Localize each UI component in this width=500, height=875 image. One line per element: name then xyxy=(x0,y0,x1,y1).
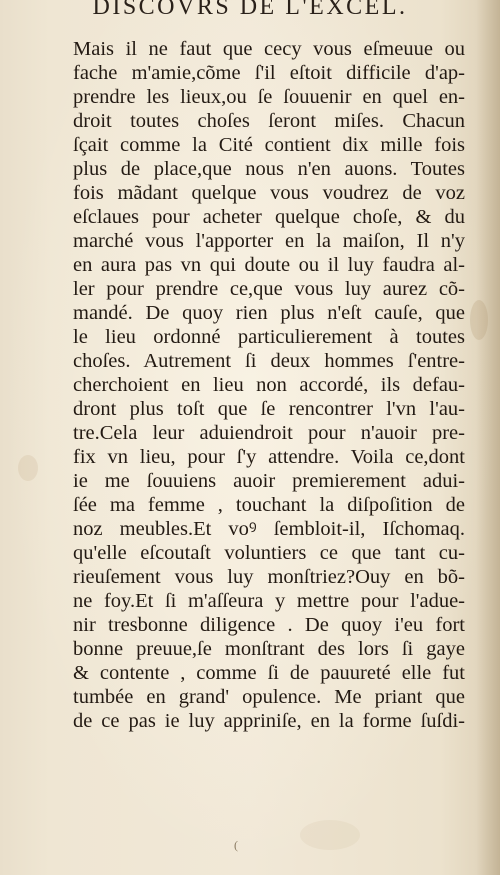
text-line: qu'elle eſcoutaſt voluntiers ce que tant cu- xyxy=(73,542,465,564)
text-line: nir tresbonne diligence . De quoy i'eu fort xyxy=(73,614,465,636)
text-line: fix vn lieu, pour ſ'y attendre. Voila ce,dont xyxy=(73,446,465,468)
paper-stain xyxy=(470,300,488,340)
text-line: prendre les lieux,ou ſe ſouuenir en quel en- xyxy=(73,86,465,108)
text-line: ſée ma femme , touchant la diſpoſition de xyxy=(73,494,465,516)
paper-stain xyxy=(18,455,38,481)
text-line: rieuſement vous luy monſtriez?Ouy en bõ- xyxy=(73,566,465,588)
text-line: ſçait comme la Cité contient dix mille fois xyxy=(73,134,465,156)
text-line: tre.Cela leur aduiendroit pour n'auoir pre- xyxy=(73,422,465,444)
folio-mark: ( xyxy=(234,838,238,852)
text-line: noz meubles.Et voꝰ ſembloit-il, Iſchomaq. xyxy=(73,518,465,540)
text-line: en aura pas vn qui doute ou il luy faudra al- xyxy=(73,254,465,276)
text-line: eſclaues pour acheter quelque choſe, & du xyxy=(73,206,465,228)
text-line: ie me ſouuiens auoir premierement adui- xyxy=(73,470,465,492)
text-line: Mais il ne faut que cecy vous eſmeuue ou xyxy=(73,38,465,60)
text-line: cherchoient en lieu non accordé, ils defau- xyxy=(73,374,465,396)
text-line: & contente , comme ſi de pauureté elle fut xyxy=(73,662,465,684)
text-line: le lieu ordonné particulierement à toutes xyxy=(73,326,465,348)
body-text xyxy=(73,37,465,733)
text-line: ne foy.Et ſi m'aſſeura y mettre pour l'adue- xyxy=(73,590,465,612)
text-line: droit toutes choſes ſeront miſes. Chacun xyxy=(73,110,465,132)
text-line: ler pour prendre ce,que vous luy aurez cõ- xyxy=(73,278,465,300)
text-line: plus de place,que nous n'en auons. Toutes xyxy=(73,158,465,180)
text-line: de ce pas ie luy appriniſe, en la forme ſuſdi- xyxy=(73,710,465,732)
running-head: DISCOVRS DE L'EXCEL. xyxy=(92,0,408,20)
text-line: mandé. De quoy rien plus n'eſt cauſe, que xyxy=(73,302,465,324)
text-line: dront plus toſt que ſe rencontrer l'vn l'au- xyxy=(73,398,465,420)
paper-stain xyxy=(300,820,360,850)
text-line: marché vous l'apporter en la maiſon, Il n'y xyxy=(73,230,465,252)
text-line: fache m'amie,cõme ſ'il eſtoit difficile d'ap- xyxy=(73,62,465,84)
text-line: choſes. Autrement ſi deux hommes ſ'entre- xyxy=(73,350,465,372)
text-line: tumbée en grand' opulence. Me priant que xyxy=(73,686,465,708)
text-line: bonne preuue,ſe monſtrant des lors ſi gaye xyxy=(73,638,465,660)
page-gutter-shadow xyxy=(476,0,500,875)
text-line: fois mãdant quelque vous voudrez de voz xyxy=(73,182,465,204)
